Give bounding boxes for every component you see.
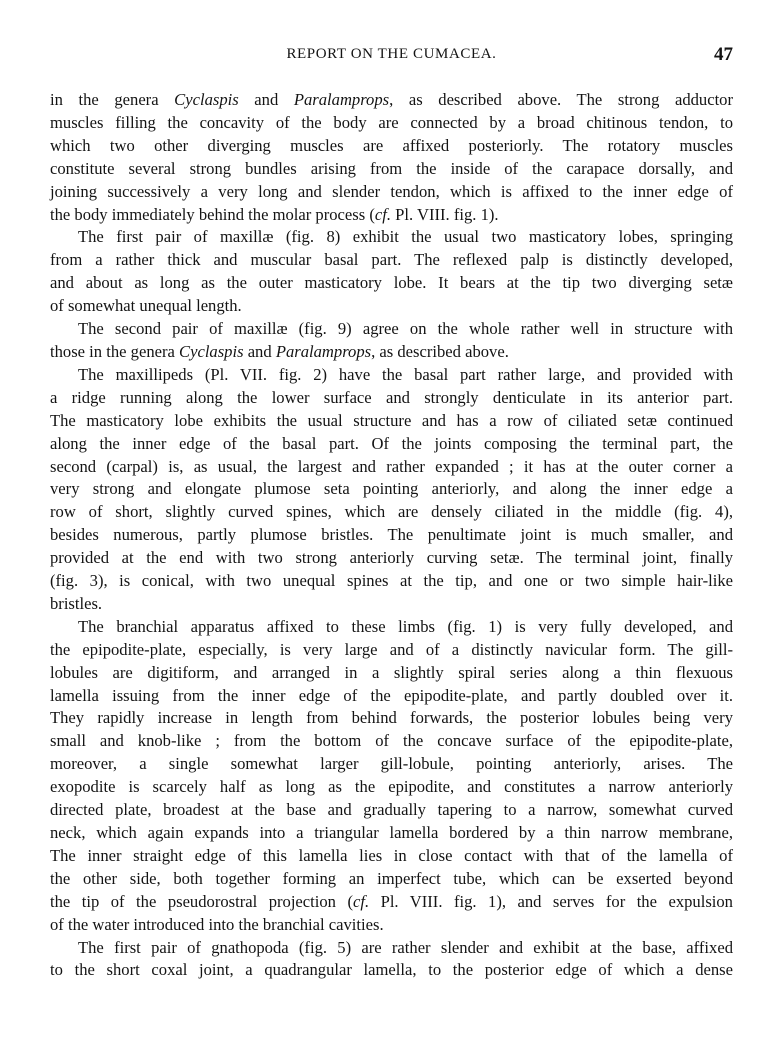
text-line: the tip of the pseudorostral projection (cf. Pl. VIII. fig. 1), and serves for the expulsion [50,891,733,911]
text-line: The maxillipeds (Pl. VII. fig. 2) have the basal part rather large, and provided with [78,364,733,384]
text-line: The second pair of maxillæ (fig. 9) agree on the whole rather well in structure with [78,319,733,339]
text-line: bristles. [50,593,103,613]
text-line: from a rather thick and muscular basal part. The reflexed palp is distinctly developed, [50,250,733,270]
text-line: The branchial apparatus affixed to these limbs (fig. 1) is very fully developed, and [78,616,733,636]
text-line: and about as long as the outer masticatory lobe. It bears at the tip two diverging setæ [50,273,733,293]
italic-term: Paralamprops [275,341,372,361]
italic-term: Paralamprops [293,90,390,109]
text-line: lamella issuing from the inner edge of the epipodite-plate, and partly doubled over it. [50,685,733,705]
italic-term: Cyclaspis [179,341,244,361]
paragraph-gnathopoda [50,937,733,983]
page-number: 47 [714,44,733,65]
text-line: of somewhat unequal length. [50,296,242,316]
text-line: the epipodite-plate, especially, is very large and of a distinctly navicular form. The gill- [50,639,733,659]
text-line: small and knob-like ; from the bottom of the concave surface of the epipodite-plate, [50,731,733,751]
text-line: in the genera Cyclaspis and Paralamprops, as described above. The strong adductor [50,90,734,109]
text-line: very strong and elongate plumose seta pointing anteriorly, and along the inner edge a [50,479,733,499]
italic-term: Cyclaspis [174,90,239,109]
text-line: constitute several strong bundles arising from the inside of the carapace dorsally, and [50,158,733,178]
text-line: They rapidly increase in length from behind forwards, the posterior lobules being very [50,708,733,728]
text-line: the body immediately behind the molar process (cf. Pl. VIII. fig. 1). [50,204,499,224]
text-line: directed plate, broadest at the base and gradually tapering to a narrow, somewhat curved [50,800,733,820]
text-line: a ridge running along the lower surface and strongly denticulate in its anterior part. [50,387,733,407]
text-line: row of short, slightly curved spines, which are densely ciliated in the middle (fig. 4), [50,502,733,522]
text-line: neck, which again expands into a triangular lamella bordered by a thin narrow membrane, [50,823,733,842]
text-line: The first pair of maxillæ (fig. 8) exhibit the usual two masticatory lobes, springing [78,227,733,247]
paragraph-branchial-apparatus [50,616,733,937]
text-line: exopodite is scarcely half as long as the epipodite, and constitutes a narrow anteriorly [50,777,733,797]
text-line: moreover, a single somewhat larger gill-lobule, pointing anteriorly, arises. The [50,754,733,774]
page-header [50,44,733,68]
paragraph-maxillipeds [50,364,733,616]
text-line: (fig. 3), is conical, with two unequal spines at the tip, and one or two simple hair-like [50,571,733,591]
italic-term: cf. [374,204,391,224]
text-line: The masticatory lobe exhibits the usual structure and has a row of ciliated setæ continued [50,410,733,430]
text-line: those in the genera Cyclaspis and Paralamprops, as described above. [50,341,509,361]
text-line: second (carpal) is, as usual, the largest and rather expanded ; it has at the outer corner a [50,456,733,476]
text-line: besides numerous, partly plumose bristles. The penultimate joint is much smaller, and [50,525,733,545]
paragraph-second-maxillae [50,318,733,364]
running-title: REPORT ON THE CUMACEA. [286,46,497,62]
text-line: lobules are digitiform, and arranged in a slightly spiral series along a thin flexuous [50,662,733,682]
text-line: along the inner edge of the basal part. Of the joints composing the terminal part, the [50,433,733,453]
text-line: the other side, both together forming an imperfect tube, which can be exserted beyond [50,868,733,888]
text-line: The first pair of gnathopoda (fig. 5) are rather slender and exhibit at the base, affixed [78,937,733,957]
text-line: which two other diverging muscles are affixed posteriorly. The rotatory muscles [50,135,733,155]
text-line: of the water introduced into the branchial cavities. [50,914,384,934]
text-line: The inner straight edge of this lamella lies in close contact with that of the lamella of [50,845,733,865]
paragraph-first-maxillae [50,226,733,318]
text-line: joining successively a very long and slender tendon, which is affixed to the inner edge of [50,181,733,201]
body-text [50,89,733,982]
italic-term: cf. [352,891,370,911]
paragraph-adductor-muscles [50,89,733,226]
text-line: muscles filling the concavity of the body are connected by a broad chitinous tendon, to [50,112,733,132]
text-line: provided at the end with two strong anteriorly curving setæ. The terminal joint, finally [50,548,733,568]
text-line: to the short coxal joint, a quadrangular lamella, to the posterior edge of which a dense [50,960,733,980]
